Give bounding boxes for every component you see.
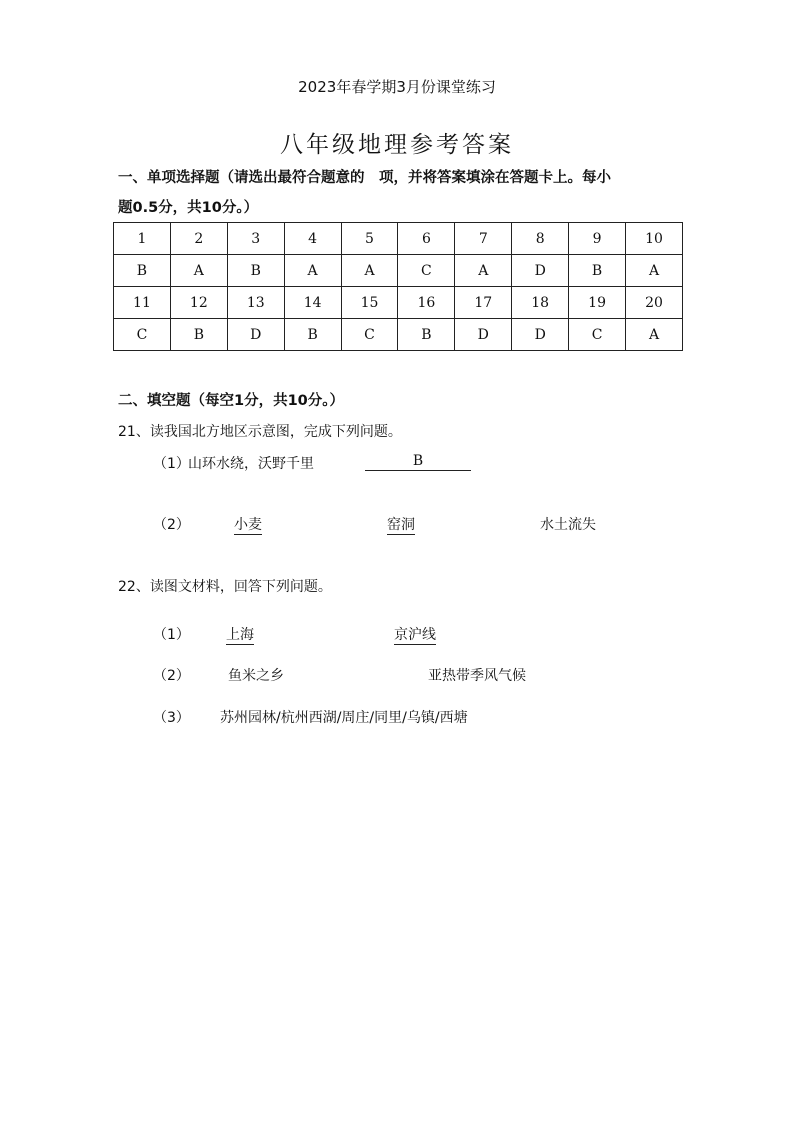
answer-cell: A xyxy=(341,255,398,287)
q22-part1-number: （1） xyxy=(153,627,190,643)
question-number-cell: 13 xyxy=(227,287,284,319)
answer-cell: A xyxy=(626,319,683,351)
question-number-cell: 4 xyxy=(284,223,341,255)
q22-prompt: 22、读图文材料，回答下列问题。 xyxy=(118,579,332,595)
question-number-row xyxy=(114,287,683,319)
answer-cell: C xyxy=(114,319,171,351)
q22-part1-answer-1: 上海 xyxy=(226,624,254,645)
question-number-cell: 11 xyxy=(114,287,171,319)
answer-cell: A xyxy=(455,255,512,287)
answer-cell: B xyxy=(398,319,455,351)
q21-part2-number: （2） xyxy=(153,517,190,533)
question-number-cell: 6 xyxy=(398,223,455,255)
answer-cell: B xyxy=(227,255,284,287)
answer-cell: C xyxy=(341,319,398,351)
q21-prompt: 21、读我国北方地区示意图，完成下列问题。 xyxy=(118,424,402,440)
answer-row xyxy=(114,319,683,351)
question-number-cell: 2 xyxy=(170,223,227,255)
answer-cell: A xyxy=(626,255,683,287)
answer-cell: D xyxy=(512,255,569,287)
answer-cell: C xyxy=(398,255,455,287)
question-number-cell: 3 xyxy=(227,223,284,255)
answer-cell: A xyxy=(284,255,341,287)
section1-heading-line1: 一、单项选择题（请选出最符合题意的 项，并将答案填涂在答题卡上。每小 xyxy=(118,170,611,186)
question-number-cell: 20 xyxy=(626,287,683,319)
page-title: 八年级地理参考答案 xyxy=(280,132,514,158)
q22-part2-answer-1: 鱼米之乡 xyxy=(228,668,284,684)
question-number-cell: 18 xyxy=(512,287,569,319)
q21-part2-answer-2: 窑洞 xyxy=(387,514,415,535)
answer-table xyxy=(113,222,683,351)
question-number-cell: 19 xyxy=(569,287,626,319)
q22-part1-answer-2: 京沪线 xyxy=(394,624,436,645)
q22-part2-answer-2: 亚热带季风气候 xyxy=(428,668,526,684)
answer-cell: C xyxy=(569,319,626,351)
section1-heading-line2: 题0.5分，共10分。） xyxy=(118,200,259,216)
answer-cell: D xyxy=(455,319,512,351)
question-number-cell: 17 xyxy=(455,287,512,319)
q21-part1-number: （1） xyxy=(153,456,190,472)
answer-cell: D xyxy=(512,319,569,351)
question-number-row xyxy=(114,223,683,255)
question-number-cell: 15 xyxy=(341,287,398,319)
answer-cell: A xyxy=(170,255,227,287)
q22-part3-number: （3） xyxy=(153,710,190,726)
question-number-cell: 14 xyxy=(284,287,341,319)
question-number-cell: 10 xyxy=(626,223,683,255)
question-number-cell: 8 xyxy=(512,223,569,255)
exam-header: 2023年春学期3月份课堂练习 xyxy=(298,78,496,96)
q21-part2-answer-3: 水土流失 xyxy=(540,517,596,533)
answer-cell: B xyxy=(114,255,171,287)
q21-part1-text: 山环水绕，沃野千里 xyxy=(188,456,314,472)
q21-part1-answer: B xyxy=(365,453,471,471)
question-number-cell: 1 xyxy=(114,223,171,255)
answer-cell: B xyxy=(569,255,626,287)
answer-cell: B xyxy=(284,319,341,351)
section2-heading: 二、填空题（每空1分，共10分。） xyxy=(118,393,345,409)
question-number-cell: 5 xyxy=(341,223,398,255)
question-number-cell: 16 xyxy=(398,287,455,319)
q21-part2-answer-1: 小麦 xyxy=(234,514,262,535)
q22-part2-number: （2） xyxy=(153,668,190,684)
question-number-cell: 12 xyxy=(170,287,227,319)
answer-row xyxy=(114,255,683,287)
answer-cell: D xyxy=(227,319,284,351)
answer-cell: B xyxy=(170,319,227,351)
question-number-cell: 7 xyxy=(455,223,512,255)
question-number-cell: 9 xyxy=(569,223,626,255)
q22-part3-answer: 苏州园林/杭州西湖/周庄/同里/乌镇/西塘 xyxy=(220,710,468,726)
